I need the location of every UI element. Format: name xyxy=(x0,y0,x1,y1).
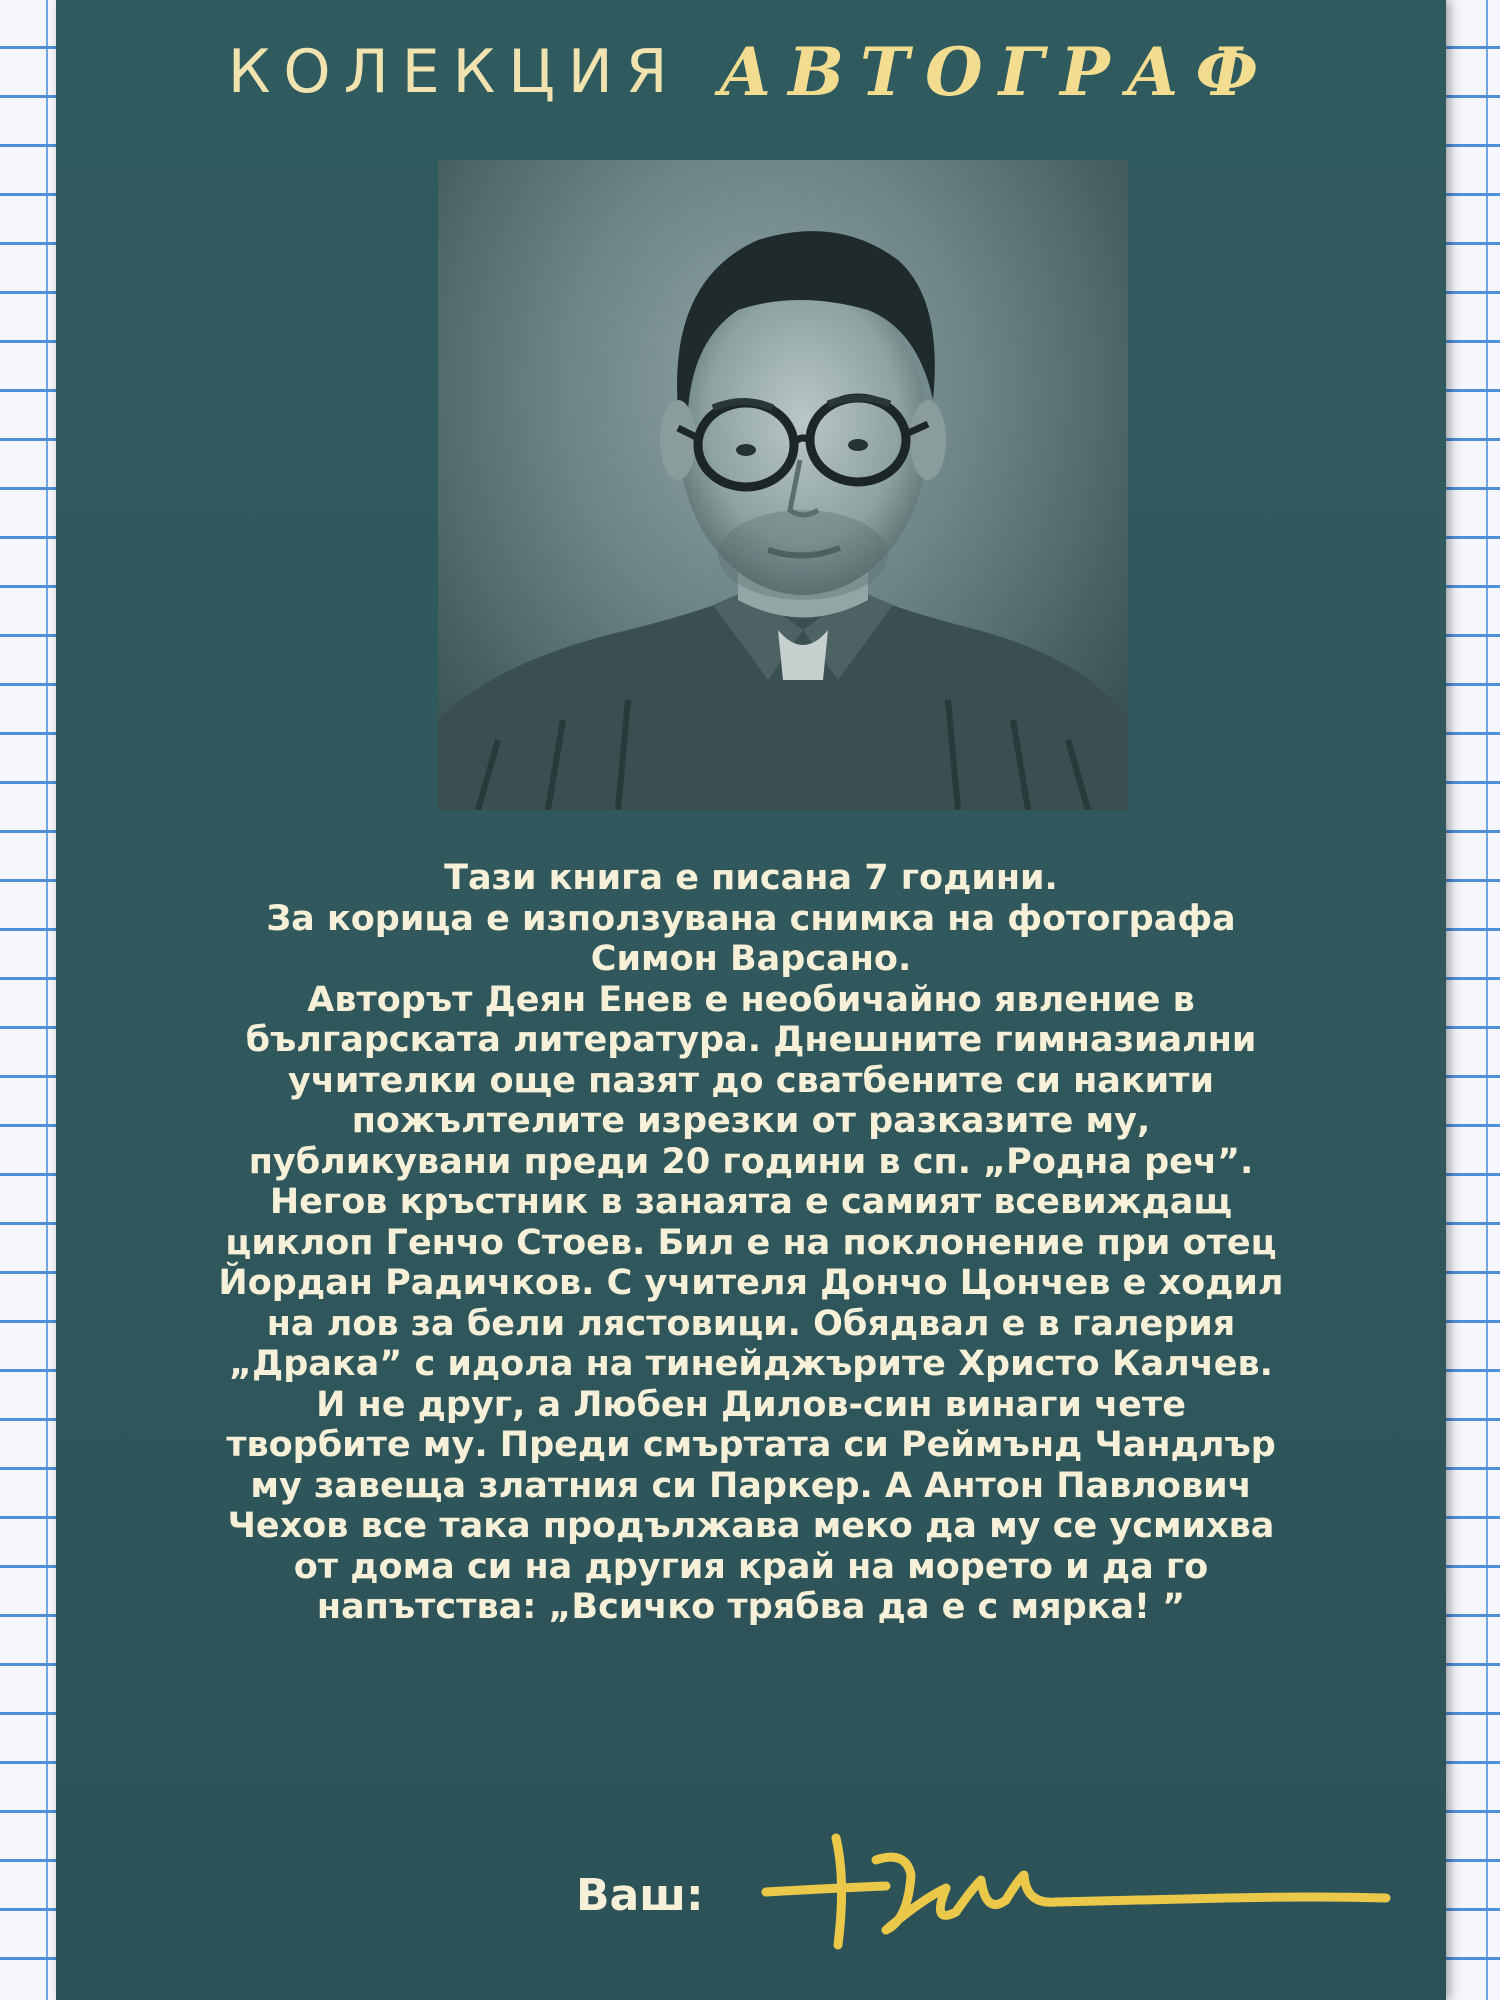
blurb-line: на лов за бели лястовици. Обядвал е в галерия xyxy=(266,1303,1236,1344)
signature-label: Ваш: xyxy=(576,1870,704,1921)
series-label: КОЛЕКЦИЯ xyxy=(227,37,681,107)
blurb-line: „Дрaка” с идола на тинейджърите Христо Калчев. xyxy=(229,1344,1273,1384)
blurb-line: българската литература. Днешните гимназиални xyxy=(245,1020,1257,1060)
blurb-line: учителки още пазят до сватбените си накити xyxy=(288,1060,1214,1101)
blurb-line: от дома си на другия край на морето и да го xyxy=(293,1546,1209,1587)
blurb-line: Йордан Радичков. С учителя Дончо Цончев е ходил xyxy=(218,1263,1284,1303)
blurb-line: пожълтелите изрезки от разказите му, xyxy=(351,1101,1151,1141)
signature-row xyxy=(56,1830,1446,1950)
blurb-line: напътства: „Всичко трябва да е с мярка! ” xyxy=(316,1587,1186,1627)
blurb-line: За корица е използувана снимка на фотографа xyxy=(266,898,1236,939)
author-photo xyxy=(438,160,1128,810)
blurb-line: Симон Варсано. xyxy=(590,939,912,979)
blurb-text xyxy=(126,858,1376,1628)
handwritten-signature-icon xyxy=(756,1830,1396,1950)
blurb-line: циклоп Генчо Стоев. Бил е на поклонение при отец xyxy=(225,1222,1277,1263)
blurb-line: Тази книга е писана 7 години. xyxy=(444,858,1058,898)
blurb-line: публикувани преди 20 години в сп. „Родна реч”. xyxy=(248,1141,1254,1182)
book-back-cover xyxy=(56,0,1446,2000)
blurb-line: му завеща златния си Паркер. А Антон Павлович xyxy=(250,1465,1252,1506)
blurb-line: творбите му. Преди смъртата си Реймънд Чандлър xyxy=(226,1425,1276,1465)
series-name: АВТОГРАФ xyxy=(718,33,1275,111)
series-header xyxy=(56,22,1446,122)
blurb-line: Чехов все така продължава меко да му се усмихва xyxy=(227,1506,1275,1546)
blurb-line: И не друг, а Любен Дилов-син винаги чете xyxy=(316,1384,1186,1425)
blurb-line: Авторът Деян Енев е необичайно явление в xyxy=(307,979,1195,1020)
blurb-line: Негов кръстник в занаята е самият всевиждащ xyxy=(269,1182,1233,1222)
author-portrait-icon xyxy=(438,160,1128,810)
